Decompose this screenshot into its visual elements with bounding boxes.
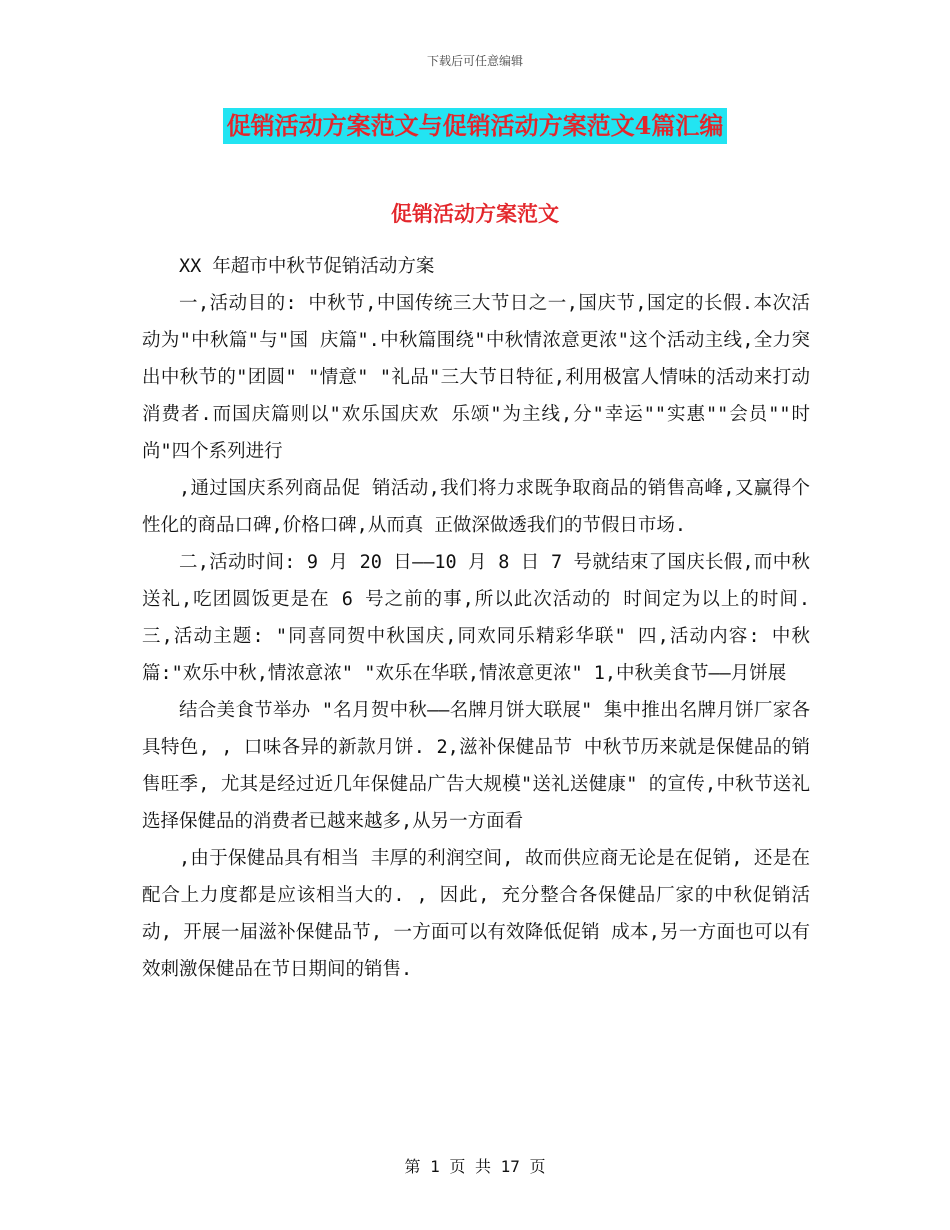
document-body — [142, 248, 810, 988]
paragraph: 结合美食节举办 "名月贺中秋——名牌月饼大联展" 集中推出名牌月饼厂家各具特色, , 口味各异的新款月饼. 2,滋补保健品节 中秋节历来就是保健品的销售旺季, 尤其是经过近几年保健品广告大规模"送礼送健康" 的宣传,中秋节送礼选择保健品的消费者已越来越多,从另一方面看 — [142, 700, 810, 832]
section-title: 促销活动方案范文 — [391, 201, 559, 226]
page-header-note: 下载后可任意编辑 — [426, 54, 523, 68]
page-number-footer: 第 1 页 共 17 页 — [404, 1157, 546, 1176]
document-title-wrapper — [0, 108, 950, 144]
document-title: 促销活动方案范文与促销活动方案范文4篇汇编 — [223, 108, 728, 144]
paragraph: XX 年超市中秋节促销活动方案 — [179, 256, 435, 277]
paragraph: ,由于保健品具有相当 丰厚的利润空间, 故而供应商无论是在促销, 还是在配合上力度都是应该相当大的. , 因此, 充分整合各保健品厂家的中秋促销活动, 开展一届滋补保健品节, 一方面可以有效降低促销 成本,另一方面也可以有效刺激保健品在节日期间的销售. — [142, 848, 810, 980]
paragraph: ,通过国庆系列商品促 销活动,我们将力求既争取商品的销售高峰,又赢得个性化的商品口碑,价格口碑,从而真 正做深做透我们的节假日市场. — [142, 478, 810, 536]
paragraph: 二,活动时间: 9 月 20 日——10 月 8 日 7 号就结束了国庆长假,而中秋送礼,吃团圆饭更是在 6 号之前的事,所以此次活动的 时间定为以上的时间. 三,活动主题: "同喜同贺中秋国庆,同欢同乐精彩华联" 四,活动内容: 中秋篇:"欢乐中秋,情浓意浓" "欢乐在华联,情浓意更浓" 1,中秋美食节——月饼展 — [142, 552, 810, 684]
paragraph: 一,活动目的: 中秋节,中国传统三大节日之一,国庆节,国定的长假.本次活动为"中秋篇"与"国 庆篇".中秋篇围绕"中秋情浓意更浓"这个活动主线,全力突出中秋节的"团圆" "情意" "礼品"三大节日特征,利用极富人情味的活动来打动消费者.而国庆篇则以"欢乐国庆欢 乐颂"为主线,分"幸运""实惠""会员""时尚"四个系列进行 — [142, 293, 810, 462]
